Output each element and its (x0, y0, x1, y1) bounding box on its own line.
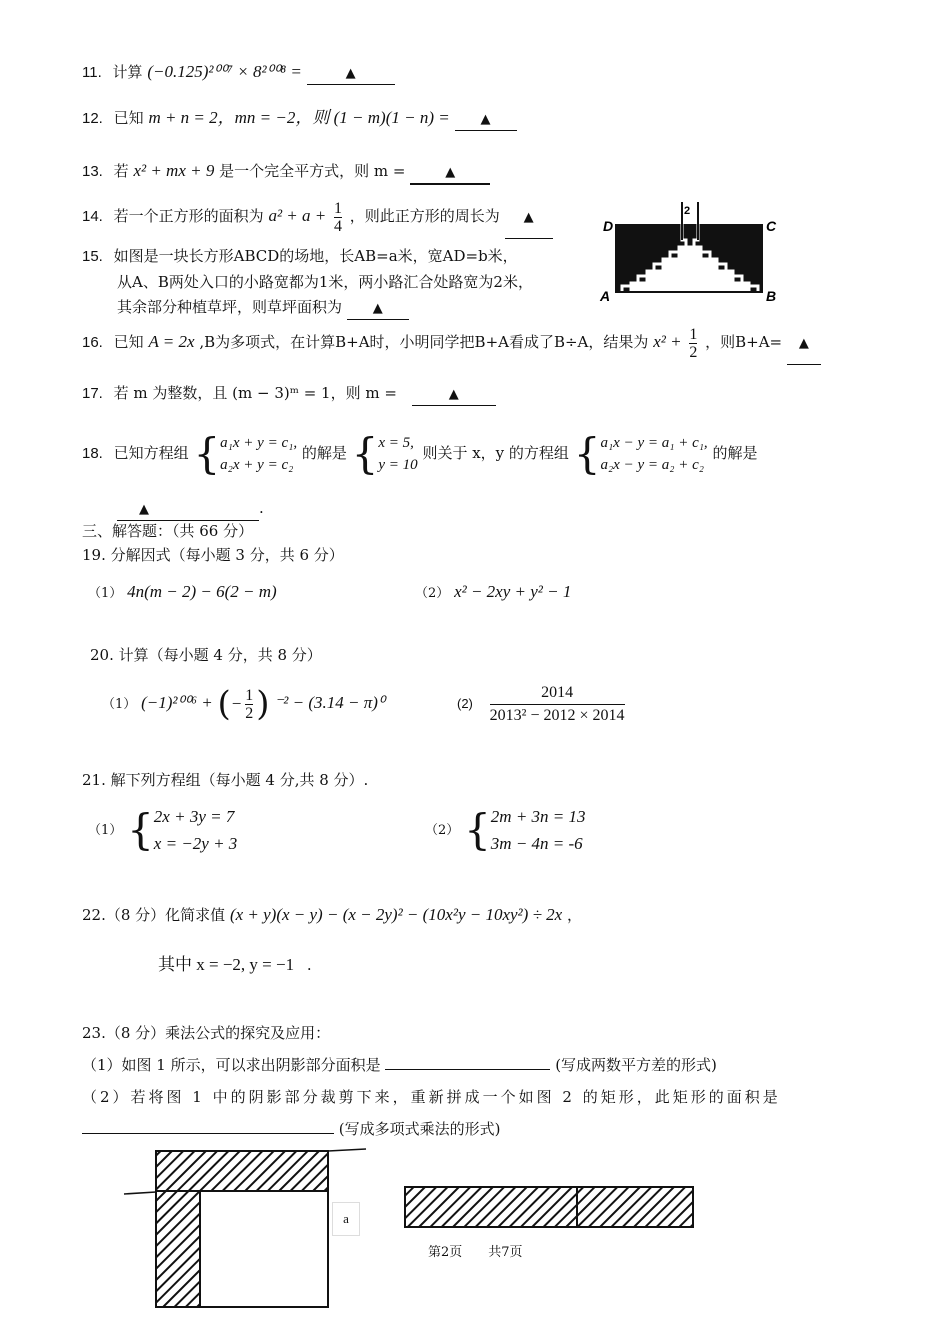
fraction-numerator: 1 (689, 325, 698, 343)
question-23-part2-answer (82, 1119, 501, 1139)
left-brace: { (351, 429, 379, 478)
rectangle-part-1 (405, 1187, 577, 1227)
question-15-line3 (117, 297, 409, 320)
fraction-denominator: 2013² − 2012 × 2014 (490, 704, 625, 727)
question-text: 则关于 x，y 的方程组 (422, 444, 569, 462)
math-expression: (x + y)(x − y) − (x − 2y)² − (10x²y − 10xy²) ÷ 2x (229, 905, 563, 924)
answer-blank[interactable]: ▲ (505, 196, 553, 239)
question-text: 的解是 (301, 444, 347, 462)
fraction-denominator: 4 (334, 217, 343, 235)
question-text: （2）若将图 1 中的阴影部分裁剪下来，重新拼成一个如图 2 的矩形，此矩形的面积是 (82, 1088, 781, 1106)
math-expression: a² + a + (268, 206, 327, 225)
dimension-line (328, 1149, 366, 1151)
hint-text: (写成多项式乘法的形式) (338, 1120, 501, 1138)
question-number: 15. (82, 248, 103, 265)
condition-text: 其中 x = −2, y = −1 (158, 955, 295, 974)
period: . (306, 956, 312, 974)
question-21-title: 21. 解下列方程组（每小题 4 分,共 8 分）. (82, 771, 369, 789)
question-text: 的解是 (712, 444, 758, 462)
question-18-answer (117, 498, 264, 521)
solution-system (378, 432, 417, 476)
question-text: 如图是一块长方形ABCD的场地，长AB=a米，宽AD=b米， (113, 247, 518, 265)
fraction (245, 687, 253, 722)
question-19-part1 (88, 582, 277, 604)
page-footer: 第2页 共7页 (428, 1245, 523, 1260)
part-label: （1） (102, 697, 137, 712)
label-d: D (603, 218, 614, 234)
question-21-part2 (425, 803, 586, 857)
left-paren: ( (217, 684, 231, 724)
part-label: （1） (88, 823, 123, 838)
answer-blank[interactable] (82, 1133, 334, 1134)
question-text: 若一个正方形的面积为 (113, 207, 264, 225)
question-number: 14. (82, 208, 103, 225)
dimension-line (124, 1192, 156, 1194)
left-brace: { (464, 805, 491, 854)
question-text: 从A、B两处入口的小路宽都为1米，两小路汇合处路宽为2米， (117, 273, 533, 291)
part-label: （2） (425, 823, 460, 838)
math-expression: (−1)²⁰⁰⁶ + (141, 693, 213, 712)
math-expression: x² + (653, 332, 682, 351)
equation-row: 2m + 3n = 13 (490, 807, 586, 826)
equation-row: x = −2y + 3 (153, 834, 238, 853)
math-expression: x² − 2xy + y² − 1 (454, 582, 572, 601)
question-15-line1 (82, 246, 518, 267)
question-23-part2 (82, 1087, 781, 1107)
answer-blank[interactable]: ▲ (455, 108, 517, 131)
question-text: 若 (113, 162, 129, 180)
math-expression: 4n(m − 2) − 6(2 − m) (127, 582, 277, 601)
question-20-title: 20. 计算（每小题 4 分，共 8 分） (90, 646, 322, 664)
shaded-strip-top (156, 1151, 328, 1191)
math-expression: x² + mx + 9 (133, 161, 215, 180)
part-label: （1） (88, 586, 123, 601)
equation-row: a₂x − y = a₂ + c₂ (600, 457, 704, 473)
question-text: 是一个完全平方式，则 m = (219, 162, 406, 180)
fraction-numerator: 2014 (541, 683, 574, 701)
left-brace: { (127, 805, 154, 854)
question-label: 已知 (113, 109, 144, 127)
answer-blank[interactable]: ▲ (347, 297, 409, 320)
question-13 (82, 161, 490, 185)
right-paren: ) (256, 684, 270, 724)
part-label: （2） (415, 586, 450, 601)
label-width-2: 2 (684, 205, 691, 217)
fraction-numerator: 1 (334, 199, 343, 217)
period: . (259, 499, 264, 517)
math-expression: (−0.125)²⁰⁰⁷ × 8²⁰⁰⁸ = (147, 62, 302, 81)
question-19-part2 (415, 582, 571, 604)
question-16 (82, 322, 821, 365)
question-number: 13. (82, 163, 103, 180)
question-11 (82, 62, 395, 85)
equation-system (600, 432, 707, 476)
left-brace: { (193, 429, 221, 478)
left-brace: { (573, 429, 601, 478)
question-text: 已知方程组 (113, 444, 189, 462)
fraction (689, 326, 697, 361)
answer-blank[interactable]: ▲ (410, 161, 490, 185)
question-text: 若 m 为整数，且 (m − 3)ᵐ = 1，则 m = (113, 384, 397, 402)
unshaded-square (200, 1191, 328, 1307)
equation-row: a₁x + y = c₁, (220, 435, 298, 451)
question-23-part1 (82, 1055, 717, 1075)
question-17 (82, 383, 496, 406)
fraction-numerator: 1 (245, 686, 254, 704)
question-number: 11. (82, 64, 102, 81)
answer-blank[interactable]: ▲ (787, 322, 821, 365)
minus-sign: − (230, 694, 243, 713)
question-text: 已知 (113, 333, 144, 351)
hint-text: (写成两数平方差的形式) (555, 1056, 717, 1074)
rectangle-part-2 (577, 1187, 693, 1227)
part-label: (2) (457, 696, 473, 711)
label-c: C (766, 218, 777, 234)
question-20-part1 (102, 680, 385, 728)
equation-row: 3m − 4n = -6 (490, 834, 583, 853)
fraction (334, 200, 342, 235)
question-number: 17. (82, 385, 103, 402)
comma: ， (566, 906, 582, 924)
label-b: B (766, 288, 777, 304)
equation-row: 2x + 3y = 7 (153, 807, 235, 826)
fraction (490, 682, 625, 727)
equation-row: a₂x + y = c₂ (220, 457, 294, 473)
fraction-denominator: 2 (245, 704, 254, 722)
answer-blank[interactable]: ▲ (412, 383, 496, 406)
question-21-part1 (88, 803, 237, 857)
equation-row: x = 5, (378, 435, 414, 451)
question-text: ,B为多项式，在计算B+A时，小明同学把B+A看成了B÷A，结果为 (199, 333, 649, 351)
question-20-part2 (457, 680, 628, 727)
question-text: ，则B+A= (705, 333, 783, 351)
math-expression: m + n = 2，mn = −2，则 (1 − m)(1 − n) = (148, 108, 450, 127)
figure-2 (403, 1185, 697, 1229)
math-expression: ⁻² − (3.14 − π)⁰ (274, 693, 385, 712)
question-number: 12. (82, 110, 103, 127)
question-text: （1）如图 1 所示，可以求出阴影部分面积是 (82, 1056, 381, 1074)
answer-blank[interactable]: ▲ (307, 62, 395, 85)
question-title: 22.（8 分）化简求值 (82, 906, 226, 924)
answer-blank[interactable] (385, 1069, 550, 1070)
question-text: 其余部分种植草坪，则草坪面积为 (117, 298, 343, 316)
equation-system (154, 803, 238, 857)
equation-system (220, 432, 297, 476)
question-23-title: 23.（8 分）乘法公式的探究及应用： (82, 1024, 331, 1042)
question-15-line2 (117, 272, 533, 292)
question-label: 计算 (112, 63, 143, 81)
question-number: 16. (82, 334, 103, 351)
field-figure (600, 200, 785, 305)
fraction-denominator: 2 (689, 343, 698, 361)
equation-system (491, 803, 586, 857)
equation-row: y = 10 (378, 457, 418, 473)
question-18 (82, 428, 757, 479)
question-text: ，则此正方形的周长为 (349, 207, 500, 225)
answer-blank[interactable]: ▲ (117, 498, 259, 521)
question-12 (82, 108, 517, 131)
section-heading: 三、解答题：（共 66 分） (82, 522, 254, 540)
question-14 (82, 196, 553, 239)
question-number: 18. (82, 445, 103, 462)
shaded-strip-left (156, 1191, 200, 1307)
math-expression: A = 2x (148, 332, 195, 351)
label-a: a (343, 1211, 349, 1226)
question-19-title: 19. 分解因式（每小题 3 分，共 6 分） (82, 546, 344, 564)
label-a: A (600, 288, 611, 304)
question-22-condition (158, 955, 312, 975)
equation-row: a₁x − y = a₁ + c₁, (600, 435, 708, 451)
question-22 (82, 905, 582, 925)
label-a-box (332, 1202, 360, 1236)
